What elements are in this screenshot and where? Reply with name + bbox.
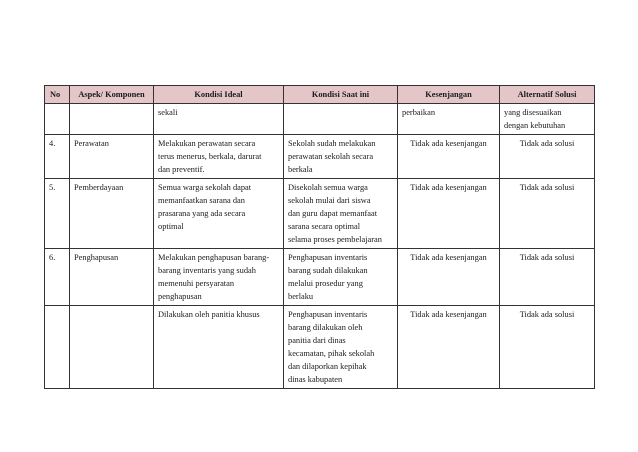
cell-solusi xyxy=(500,249,595,306)
header-aspek: Aspek/ Komponen xyxy=(70,86,154,104)
cell-ideal xyxy=(154,135,284,179)
cell-aspek: Perawatan xyxy=(70,135,154,179)
cell-line: memenuhi persyaratan xyxy=(158,279,235,288)
cell-solusi xyxy=(500,135,595,179)
cell-aspek xyxy=(70,104,154,135)
table-row xyxy=(45,249,595,306)
cell-line: Sekolah sudah melakukan xyxy=(288,139,376,148)
cell-line: berlaku xyxy=(288,292,314,301)
cell-line: perbaikan xyxy=(402,108,436,117)
table-row xyxy=(45,306,595,389)
cell-saat-ini xyxy=(284,179,398,249)
cell-line: Tidak ada solusi xyxy=(519,310,575,319)
cell-no xyxy=(45,306,70,389)
table-row xyxy=(45,179,595,249)
cell-line: yang disesuaikan xyxy=(504,108,562,117)
cell-no: 5. xyxy=(45,179,70,249)
assessment-table xyxy=(44,85,595,389)
cell-line: Tidak ada kesenjangan xyxy=(410,183,487,192)
cell-line: Penghapusan inventaris xyxy=(288,253,368,262)
cell-line: Semua warga sekolah dapat xyxy=(158,183,252,192)
cell-no xyxy=(45,104,70,135)
cell-line: barang sudah dilakukan xyxy=(288,266,368,275)
cell-line: Dilakukan oleh panitia khusus xyxy=(158,310,260,319)
header-kondisi-saat-ini: Kondisi Saat ini xyxy=(284,86,398,104)
cell-line: barang dilakukan oleh xyxy=(288,323,363,332)
cell-line: Tidak ada solusi xyxy=(519,183,575,192)
cell-line: dan preventif. xyxy=(158,165,205,174)
cell-line: melalui prosedur yang xyxy=(288,279,363,288)
cell-solusi xyxy=(500,306,595,389)
cell-solusi xyxy=(500,179,595,249)
cell-no: 6. xyxy=(45,249,70,306)
cell-line: optimal xyxy=(158,222,184,231)
cell-line: dinas kabupaten xyxy=(288,375,343,384)
cell-line: prasarana yang ada secara xyxy=(158,209,246,218)
table-row xyxy=(45,135,595,179)
cell-line: terus menerus, berkala, darurat xyxy=(158,152,262,161)
cell-line: perawatan sekolah secara xyxy=(288,152,374,161)
cell-ideal xyxy=(154,179,284,249)
cell-line: kecamatan, pihak sekolah xyxy=(288,349,375,358)
cell-line: dengan kebutuhan xyxy=(504,121,566,130)
cell-line: Melakukan perawatan secara xyxy=(158,139,256,148)
cell-line: dan dilaporkan kepihak xyxy=(288,362,367,371)
cell-line: barang inventaris yang sudah xyxy=(158,266,256,275)
cell-line: penghapusan xyxy=(158,292,202,301)
cell-line: panitia dari dinas xyxy=(288,336,346,345)
cell-line: selama proses pembelajaran xyxy=(288,235,382,244)
cell-line: sarana secara optimal xyxy=(288,222,361,231)
cell-line: sekali xyxy=(158,108,178,117)
cell-kesenjangan xyxy=(398,249,500,306)
cell-aspek xyxy=(70,306,154,389)
cell-aspek: Pemberdayaan xyxy=(70,179,154,249)
table-row xyxy=(45,104,595,135)
cell-line: dan guru dapat memanfaat xyxy=(288,209,378,218)
cell-line: berkala xyxy=(288,165,313,174)
cell-line: Tidak ada solusi xyxy=(519,253,575,262)
cell-line: Tidak ada kesenjangan xyxy=(410,139,487,148)
cell-kesenjangan xyxy=(398,306,500,389)
cell-saat-ini xyxy=(284,306,398,389)
cell-no: 4. xyxy=(45,135,70,179)
cell-kesenjangan xyxy=(398,135,500,179)
cell-line: Melakukan penghapusan barang- xyxy=(158,253,270,262)
table-body xyxy=(45,104,595,389)
cell-line: Tidak ada solusi xyxy=(519,139,575,148)
table-header-row xyxy=(45,86,595,104)
cell-line: sekolah mulai dari siswa xyxy=(288,196,371,205)
header-kesenjangan: Kesenjangan xyxy=(398,86,500,104)
cell-ideal xyxy=(154,104,284,135)
header-no: No xyxy=(45,86,70,104)
cell-saat-ini xyxy=(284,249,398,306)
cell-line: Tidak ada kesenjangan xyxy=(410,310,487,319)
cell-line: Disekolah semua warga xyxy=(288,183,368,192)
cell-solusi xyxy=(500,104,595,135)
cell-kesenjangan xyxy=(398,104,500,135)
cell-line: Penghapusan inventaris xyxy=(288,310,368,319)
cell-aspek: Penghapusan xyxy=(70,249,154,306)
header-kondisi-ideal: Kondisi Ideal xyxy=(154,86,284,104)
cell-saat-ini xyxy=(284,135,398,179)
cell-ideal xyxy=(154,249,284,306)
cell-saat-ini xyxy=(284,104,398,135)
cell-line: Tidak ada kesenjangan xyxy=(410,253,487,262)
header-alternatif-solusi: Alternatif Solusi xyxy=(500,86,595,104)
cell-ideal xyxy=(154,306,284,389)
cell-line: memanfaatkan sarana dan xyxy=(158,196,245,205)
cell-kesenjangan xyxy=(398,179,500,249)
